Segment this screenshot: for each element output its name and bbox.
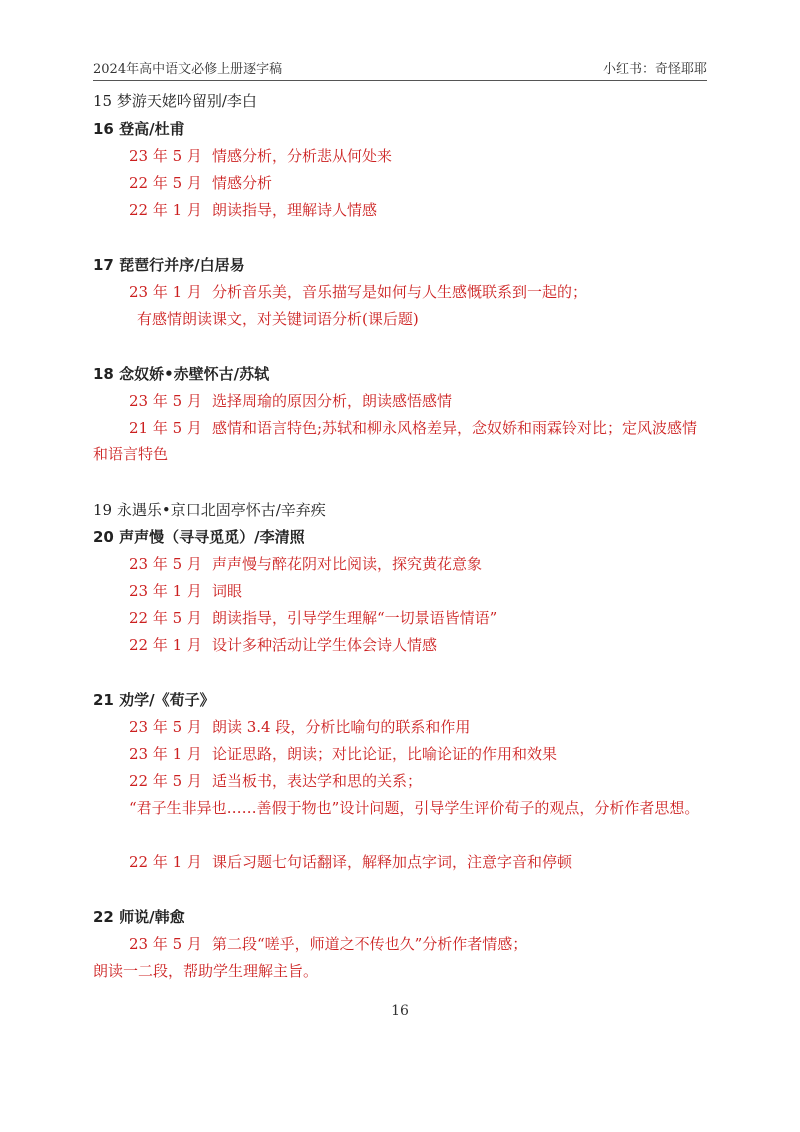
- document-title: 2024年高中语文必修上册逐字稿: [93, 62, 283, 77]
- note-text: 第二段“嗟乎，师道之不传也久”分析作者情感；: [211, 935, 528, 953]
- lesson-title-17: 17 琵琶行并序/白居易: [93, 256, 245, 274]
- note-line: “君子生非异也……善假于物也”设计问题，引导学生评价荀子的观点，分析作者思想。: [129, 799, 700, 817]
- note-date: 23 年 5 月: [129, 935, 202, 953]
- note-text: 情感分析，分析悲从何处来: [211, 147, 392, 165]
- note-text: 选择周瑜的原因分析，朗读感悟感情: [211, 392, 452, 410]
- note-line: [129, 768, 422, 794]
- note-line: 朗读一二段，帮助学生理解主旨。: [93, 962, 319, 980]
- note-date: 22 年 1 月: [129, 636, 202, 654]
- lesson-title-16: 16 登高/杜甫: [93, 120, 185, 138]
- note-line: [129, 551, 482, 577]
- note-date: 23 年 1 月: [129, 745, 202, 763]
- note-line: [93, 415, 705, 467]
- note-date: 22 年 1 月: [129, 853, 202, 871]
- note-date: 22 年 5 月: [129, 174, 202, 192]
- lesson-title-18: 18 念奴娇•赤壁怀古/苏轼: [93, 365, 270, 383]
- note-date: 23 年 5 月: [129, 718, 202, 736]
- note-text: 分析音乐美，音乐描写是如何与人生感慨联系到一起的；: [211, 283, 587, 301]
- note-date: 22 年 5 月: [129, 772, 202, 790]
- note-line: [129, 714, 470, 740]
- note-text: 词眼: [211, 582, 242, 600]
- note-text: 设计多种活动让学生体会诗人情感: [211, 636, 437, 654]
- note-text: 声声慢与醉花阴对比阅读，探究黄花意象: [211, 555, 482, 573]
- page-number: 16: [391, 1003, 409, 1019]
- note-date: 23 年 1 月: [129, 283, 202, 301]
- note-date: 23 年 5 月: [129, 555, 202, 573]
- note-date: 23 年 5 月: [129, 392, 202, 410]
- note-line: [129, 741, 557, 767]
- author-handle: 小红书：奇怪耶耶: [602, 62, 707, 77]
- note-date: 23 年 5 月: [129, 147, 202, 165]
- note-line: [129, 605, 497, 631]
- note-line: [129, 849, 572, 875]
- note-line: [129, 143, 392, 169]
- note-date: 22 年 1 月: [129, 201, 202, 219]
- note-date: 22 年 5 月: [129, 609, 202, 627]
- note-line: [129, 931, 527, 957]
- lesson-title-19: 19 永遇乐•京口北固亭怀古/辛弃疾: [93, 501, 326, 519]
- note-line: [129, 632, 437, 658]
- note-text: 情感分析: [211, 174, 272, 192]
- note-text: 朗读 3.4 段，分析比喻句的联系和作用: [211, 718, 471, 736]
- lesson-title-21: 21 劝学/《荀子》: [93, 691, 215, 709]
- note-text: 朗读指导，引导学生理解“一切景语皆情语”: [211, 609, 498, 627]
- note-date: 23 年 1 月: [129, 582, 202, 600]
- note-line: [129, 578, 242, 604]
- note-line: [129, 388, 452, 414]
- note-line: [129, 170, 272, 196]
- note-text: 课后习题七句话翻译，解释加点字词，注意字音和停顿: [211, 853, 572, 871]
- lesson-title-15: 15 梦游天姥吟留别/李白: [93, 92, 257, 110]
- lesson-title-22: 22 师说/韩愈: [93, 908, 185, 926]
- note-text: 论证思路，朗读；对比论证，比喻论证的作用和效果: [211, 745, 557, 763]
- note-line: [129, 197, 377, 223]
- page-header: [93, 52, 707, 81]
- lesson-title-20: 20 声声慢（寻寻觅觅）/李清照: [93, 528, 305, 546]
- note-line: 有感情朗读课文，对关键词语分析(课后题): [137, 310, 419, 328]
- note-text: 适当板书，表达学和思的关系；: [211, 772, 422, 790]
- note-line: [129, 279, 587, 305]
- note-text: 感情和语言特色;苏轼和柳永风格差异，念奴娇和雨霖铃对比；定风波感情和语言特色: [93, 419, 697, 463]
- note-text: 朗读指导，理解诗人情感: [211, 201, 377, 219]
- note-date: 21 年 5 月: [129, 419, 202, 437]
